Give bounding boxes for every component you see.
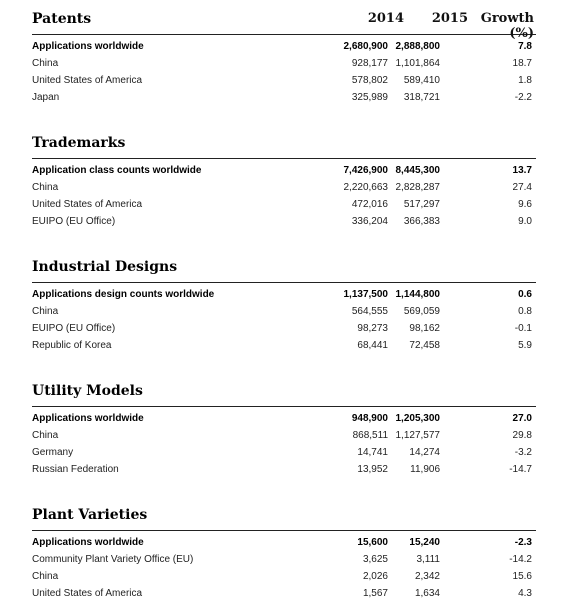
value-2015: 366,383 — [403, 216, 440, 227]
column-header-2015: 2015 — [431, 11, 468, 26]
value-2014: 3,625 — [362, 554, 388, 565]
table-row — [32, 427, 536, 444]
row-label: United States of America — [32, 588, 143, 599]
table-row — [32, 72, 536, 89]
value-2015: 3,111 — [416, 554, 440, 565]
value-2014: 2,680,900 — [343, 41, 388, 52]
row-label: Community Plant Variety Office (EU) — [32, 554, 194, 565]
value-2014: 14,741 — [357, 447, 388, 458]
value-2014: 868,511 — [352, 430, 388, 441]
value-growth: 15.6 — [512, 571, 532, 582]
value-2014: 2,026 — [362, 571, 388, 582]
value-growth: 27.4 — [512, 182, 532, 193]
value-growth: 13.7 — [512, 165, 532, 176]
value-2014: 98,273 — [357, 323, 388, 334]
value-growth: 9.0 — [518, 216, 532, 227]
section-title: Plant Varieties — [32, 507, 148, 523]
column-header-growth: Growth (%) — [480, 11, 534, 41]
column-header-2014: 2014 — [367, 11, 404, 26]
value-2015: 517,297 — [403, 199, 440, 210]
value-2015: 8,445,300 — [395, 165, 440, 176]
value-2014: 68,441 — [357, 340, 388, 351]
value-2015: 72,458 — [409, 340, 440, 351]
section-utility-models — [32, 382, 536, 478]
value-2015: 2,888,800 — [395, 41, 440, 52]
value-2015: 15,240 — [409, 537, 440, 548]
row-label: EUIPO (EU Office) — [32, 216, 116, 227]
row-label: United States of America — [32, 75, 143, 86]
section-industrial-designs — [32, 258, 536, 354]
table-row — [32, 179, 536, 196]
value-growth: -14.7 — [509, 464, 532, 475]
value-growth: 0.6 — [518, 289, 532, 300]
section-header — [32, 382, 536, 407]
table-row — [32, 337, 536, 354]
value-2014: 7,426,900 — [343, 165, 388, 176]
section-patents — [32, 10, 536, 106]
row-label: Applications worldwide — [32, 537, 144, 548]
section-header — [32, 134, 536, 159]
table-row — [32, 213, 536, 230]
table-row — [32, 461, 536, 478]
value-2015: 1,205,300 — [395, 413, 440, 424]
row-label: Applications worldwide — [32, 41, 144, 52]
value-2014: 472,016 — [351, 199, 388, 210]
row-label: Russian Federation — [32, 464, 119, 475]
value-2015: 318,721 — [403, 92, 440, 103]
value-growth: -0.1 — [514, 323, 532, 334]
row-label: Application class counts worldwide — [32, 165, 202, 176]
value-2014: 13,952 — [357, 464, 388, 475]
value-2014: 1,567 — [362, 588, 388, 599]
table-row — [32, 162, 536, 179]
value-2014: 1,137,500 — [343, 289, 388, 300]
table-row — [32, 320, 536, 337]
table-row — [32, 551, 536, 568]
value-2014: 564,555 — [351, 306, 388, 317]
section-header — [32, 506, 536, 531]
table-row — [32, 38, 536, 55]
value-2015: 14,274 — [409, 447, 440, 458]
table-row — [32, 286, 536, 303]
table-row — [32, 568, 536, 585]
section-trademarks — [32, 134, 536, 230]
section-title: Trademarks — [32, 135, 126, 151]
row-label: Applications design counts worldwide — [32, 289, 215, 300]
value-2015: 569,059 — [403, 306, 440, 317]
row-label: Applications worldwide — [32, 413, 144, 424]
table-row — [32, 55, 536, 72]
value-growth: 1.8 — [518, 75, 532, 86]
value-growth: -3.2 — [514, 447, 532, 458]
value-2015: 589,410 — [403, 75, 440, 86]
value-growth: 5.9 — [518, 340, 532, 351]
value-2014: 948,900 — [351, 413, 388, 424]
value-growth: 18.7 — [512, 58, 532, 69]
value-growth: -2.2 — [514, 92, 532, 103]
value-2014: 15,600 — [357, 537, 388, 548]
table-row — [32, 89, 536, 106]
table-row — [32, 444, 536, 461]
row-label: China — [32, 58, 59, 69]
row-label: China — [32, 306, 59, 317]
table-row — [32, 585, 536, 602]
row-label: Germany — [32, 447, 74, 458]
table-row — [32, 303, 536, 320]
value-growth: 9.6 — [518, 199, 532, 210]
section-title: Patents — [32, 11, 92, 27]
section-title: Industrial Designs — [32, 259, 178, 275]
section-title: Utility Models — [32, 383, 143, 399]
row-label: China — [32, 571, 59, 582]
row-label: China — [32, 430, 59, 441]
value-growth: 4.3 — [518, 588, 532, 599]
section-plant-varieties — [32, 506, 536, 602]
value-2015: 98,162 — [409, 323, 440, 334]
value-growth: -2.3 — [514, 537, 532, 548]
row-label: China — [32, 182, 59, 193]
value-2015: 1,634 — [414, 588, 440, 599]
value-growth: 0.8 — [518, 306, 532, 317]
value-2014: 2,220,663 — [343, 182, 388, 193]
value-2014: 336,204 — [351, 216, 388, 227]
value-2014: 325,989 — [351, 92, 388, 103]
value-2015: 2,342 — [414, 571, 440, 582]
value-growth: 7.8 — [518, 41, 532, 52]
value-2015: 1,144,800 — [395, 289, 440, 300]
row-label: United States of America — [32, 199, 143, 210]
table-row — [32, 196, 536, 213]
value-2015: 2,828,287 — [395, 182, 440, 193]
section-header — [32, 10, 536, 41]
value-growth: -14.2 — [509, 554, 532, 565]
row-label: Republic of Korea — [32, 340, 112, 351]
table-row — [32, 534, 536, 551]
row-label: EUIPO (EU Office) — [32, 323, 116, 334]
value-2015: 11,906 — [410, 464, 440, 475]
row-label: Japan — [32, 92, 60, 103]
value-2015: 1,127,577 — [395, 430, 440, 441]
value-growth: 29.8 — [512, 430, 532, 441]
table-row — [32, 410, 536, 427]
value-2014: 578,802 — [351, 75, 388, 86]
value-growth: 27.0 — [512, 413, 532, 424]
value-2014: 928,177 — [351, 58, 388, 69]
value-2015: 1,101,864 — [395, 58, 440, 69]
section-header — [32, 258, 536, 283]
